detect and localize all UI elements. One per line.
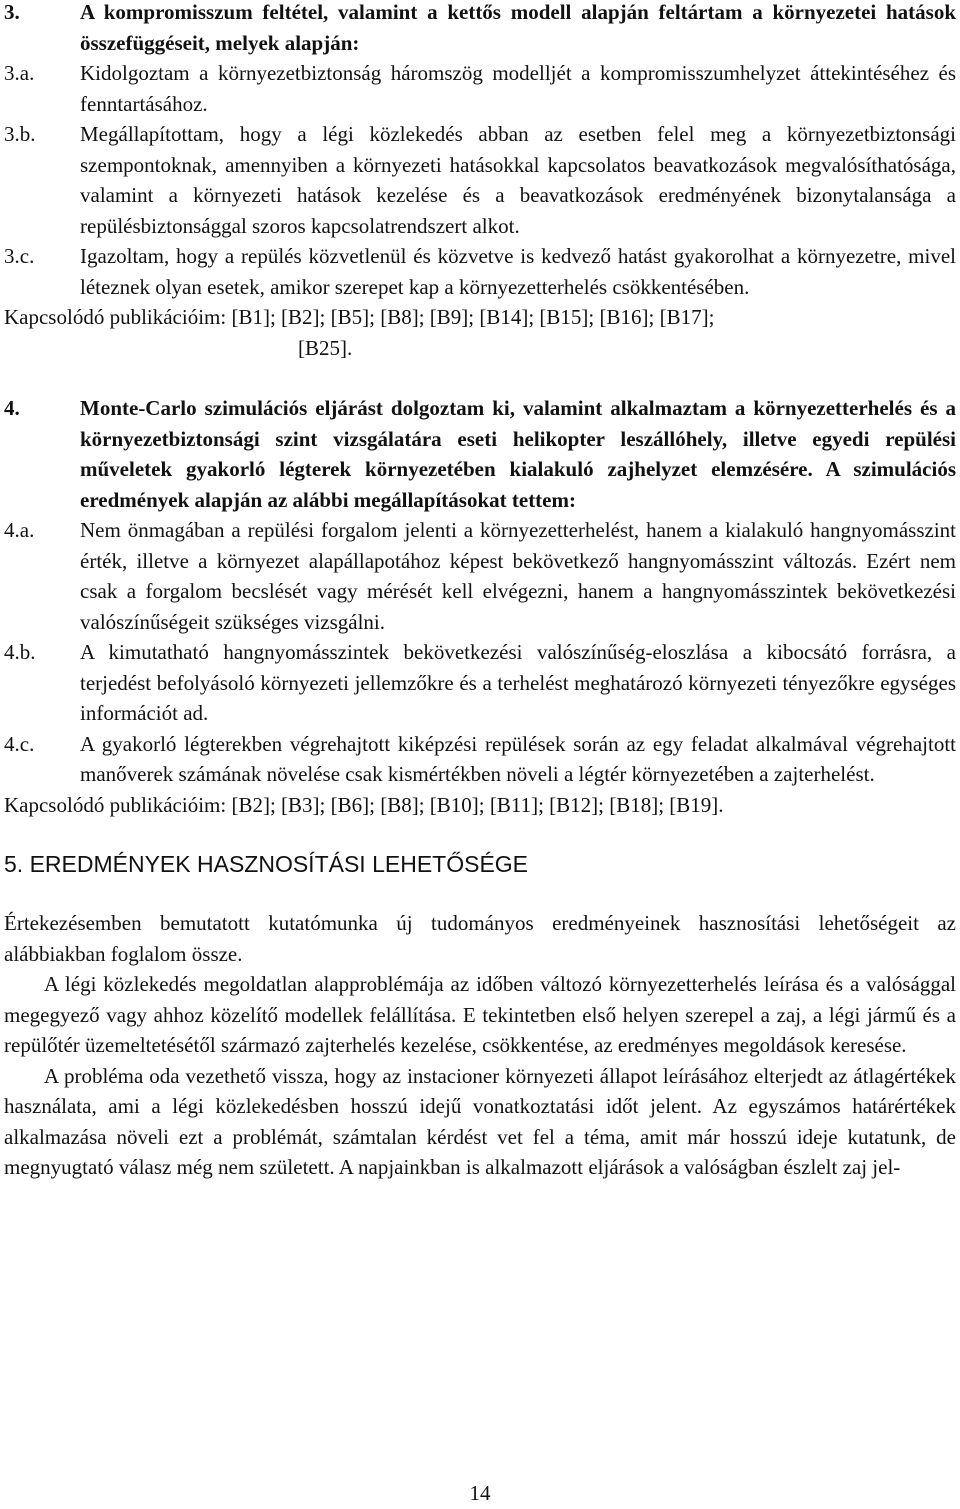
section-heading: 5. EREDMÉNYEK HASZNOSÍTÁSI LEHETŐSÉGE: [4, 851, 529, 877]
publications-line: [B25].: [298, 335, 353, 360]
paragraph: A légi közlekedés megoldatlan alapproblémája az időben változó környezetterhelés leírása és a valósággal megegyező vagy ahhoz közelítő modellek felállítása. E tekintetben első helyen szerepel a zaj, a légi jármű és a repülőtér üzemeltetésétől származó zajterhelés kezelése, csökkentése, az eredményes megoldások keresése.: [4, 972, 956, 1057]
item-text: Megállapítottam, hogy a légi közlekedés abban az esetben felel meg a környezetbiztonsági szempontoknak, amennyiben a környezeti hatásokkal kapcsolatos beavatkozások megvalósíthatósága, valamint a környezeti hatások kezelése és a beavatkozások eredményének bizonytalansága a repülésbiztonsággal szoros kapcsolatrendszert alkot.: [80, 122, 956, 238]
list-item-3: [4, 0, 956, 58]
paragraph: Értekezésemben bemutatott kutatómunka új tudományos eredményeinek hasznosítási lehetőségeit az alábbiakban foglalom össze.: [4, 911, 956, 966]
list-item-4: [4, 393, 956, 515]
item-text: Igazoltam, hogy a repülés közvetlenül és közvetve is kedvező hatást gyakorolhat a környezetre, mivel léteznek olyan esetek, amikor szerepet kap a környezetterhelés csökkentésében.: [80, 244, 956, 299]
related-publications-4: Kapcsolódó publikációim: [B2]; [B3]; [B6]; [B8]; [B10]; [B11]; [B12]; [B18]; [B19].: [4, 792, 724, 817]
item-number: 3.c.: [4, 244, 35, 268]
spacer: [4, 363, 956, 393]
item-number: 4.b.: [4, 640, 36, 664]
list-item-4b: [4, 637, 956, 729]
item-number: 4.a.: [4, 518, 35, 542]
publications-line: Kapcsolódó publikációim: [B1]; [B2]; [B5]; [B8]; [B9]; [B14]; [B15]; [B16]; [B17];: [4, 305, 715, 329]
item-number: 3.b.: [4, 122, 36, 146]
item-text: A kimutatható hangnyomásszintek bekövetkezési valószínűség-eloszlása a kibocsátó forrásra, a terjedést befolyásoló környezeti jellemzőkre és a terhelést meghatározó környezeti tényezőkre egységes információt ad.: [80, 640, 956, 725]
list-item-3a: [4, 58, 956, 119]
paragraph: A probléma oda vezethető vissza, hogy az instacioner környezeti állapot leírásához elterjedt az átlagértékek használata, ami a légi közlekedésben hosszú idejű vonatkoztatási időt jelent. Az egyszámos határértékek alkalmazása növeli ezt a problémát, számtalan kérdést vet fel a téma, amit már hosszú ideje kutatunk, de megnyugtató válasz még nem született. A napjainkban is alkalmazott eljárások a valóságban észlelt zaj jel-: [4, 1063, 956, 1179]
item-text: Kidolgoztam a környezetbiztonság háromszög modelljét a kompromisszumhelyzet áttekintéséhez és fenntartásához.: [80, 61, 956, 116]
related-publications-3: [4, 302, 956, 363]
item-number: 3.: [4, 0, 20, 24]
page-number: 14: [469, 1481, 491, 1505]
item-number: 4.: [4, 396, 20, 420]
item-text: Nem önmagában a repülési forgalom jelenti a környezetterhelést, hanem a kialakuló hangnyomásszint érték, illetve a környezet alapállapotához képest bekövetkező hangnyomásszint változás. Ezért nem csak a forgalom becslését vagy mérését kell elvégezni, hanem a hangnyomásszintek bekövetkezési valószínűségeit szükséges vizsgálni.: [80, 518, 956, 634]
list-item-4c: [4, 729, 956, 790]
item-number: 3.a.: [4, 61, 35, 85]
item-text: A gyakorló légterekben végrehajtott kiképzési repülések során az egy feladat alkalmával végrehajtott manőverek számának növelése csak kismértékben növeli a légtér környezetében a zajterhelést.: [80, 731, 956, 786]
list-item-4a: [4, 515, 956, 637]
document-page: [4, 0, 956, 1183]
item-text: A kompromisszum feltétel, valamint a kettős modell alapján feltártam a környezetei hatások összefüggéseit, melyek alapján:: [80, 0, 956, 55]
item-text: Monte-Carlo szimulációs eljárást dolgoztam ki, valamint alkalmaztam a környezetterhelés és a környezetbiztonsági szint vizsgálatára eseti helikopter leszállóhely, illetve egyedi repülési műveletek gyakorló légterek környezetében kialakuló zajhelyzet elemzésére. A szimulációs eredmények alapján az alábbi megállapításokat tettem:: [80, 396, 956, 512]
list-item-3b: [4, 119, 956, 241]
list-item-3c: [4, 241, 956, 302]
item-number: 4.c.: [4, 731, 35, 756]
